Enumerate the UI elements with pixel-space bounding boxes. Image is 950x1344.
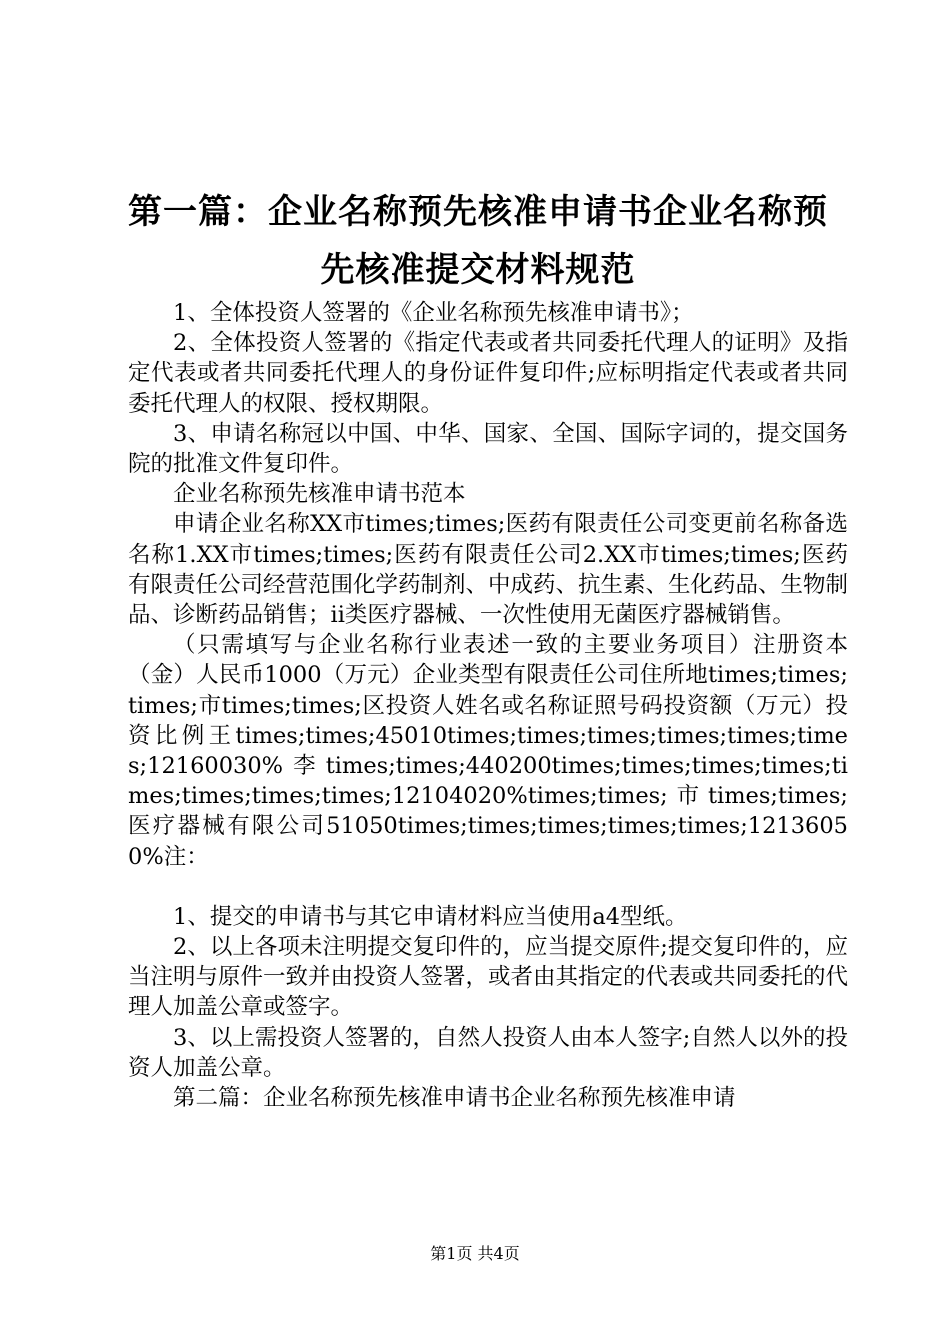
document-body: [128, 298, 848, 1113]
paragraph-1: 1、全体投资人签署的《企业名称预先核准申请书》；: [173, 300, 694, 326]
paragraph-5: 申请企业名称XX市times;times;医药有限责任公司变更前名称备选名称1.XX市times;times;医药有限责任公司2.XX市times;times;医药有限责任公司经营范围化学药制剂、中成药、抗生素、生化药品、生物制品、诊断药品销售；ii类医疗器械、一次性使用无菌医疗器械销售。: [128, 511, 849, 629]
paragraph-4: 企业名称预先核准申请书范本: [173, 481, 466, 508]
paragraph-8: 2、以上各项未注明提交复印件的，应当提交原件;提交复印件的，应当注明与原件一致并由投资人签署，或者由其指定的代表或共同委托的代理人加盖公章或签字。: [128, 934, 849, 1021]
paragraph-7: 1、提交的申请书与其它申请材料应当使用a4型纸。: [173, 903, 688, 930]
paragraph-6: （只需填写与企业名称行业表述一致的主要业务项目）注册资本（金）人民币1000（万元）企业类型有限责任公司住所地times;times;times;市times;times;区投资人姓名或名称证照号码投资额（万元）投资比例王times;times;45010times;times;times;times;times;times;12160030%李times;times;440200times;times;times;times;times;times;times;times;12104020%times;times;市times;times;医疗器械有限公司51050times;times;times;times;times;12136050%注：: [128, 632, 848, 870]
paragraph-9: 3、以上需投资人签署的，自然人投资人由本人签字;自然人以外的投资人加盖公章。: [128, 1024, 848, 1081]
document-title: 第一篇：企业名称预先核准申请书企业名称预先核准提交材料规范: [128, 192, 828, 290]
paragraph-3: 3、申请名称冠以中国、中华、国家、全国、国际字词的，提交国务院的批准文件复印件。: [128, 420, 848, 478]
paragraph-10: 第二篇：企业名称预先核准申请书企业名称预先核准申请: [173, 1085, 736, 1112]
page-footer: 第1页 共4页: [430, 1244, 520, 1263]
paragraph-2: 2、全体投资人签署的《指定代表或者共同委托代理人的证明》及指定代表或者共同委托代理人的身份证件复印件;应标明指定代表或者共同委托代理人的权限、授权期限。: [128, 330, 848, 417]
